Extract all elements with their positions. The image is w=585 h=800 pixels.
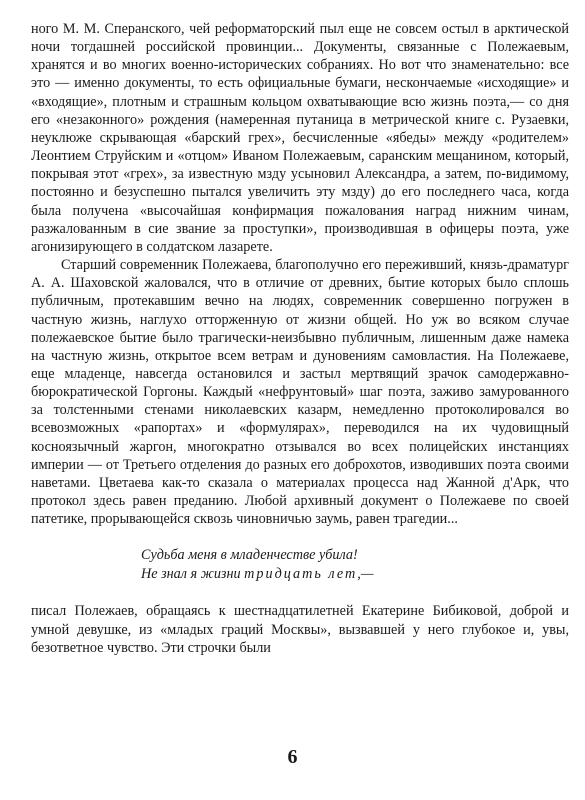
page-number: 6 xyxy=(287,746,298,768)
paragraph-shakhovskoy: Старший современник Полежаева, благополучно его переживший, князь-драматург А. А. Шаховской жаловался, что в отличие от древних, бытие которых было сплошь публичным, протекавшим вечно на людях, современник совершенно погружен в частную жизнь, наглухо отторженную от жизни общей. Но уж во всяком случае полежаевское бытие было трагически-неизбывно публичным, лишенным даже намека на частную жизнь, открытое всем ветрам и дуновениям самовластия. На Полежаеве, еще младенце, навсегда остановился и застыл мертвящий зрачок самодержавно-бюрократической Горгоны. Каждый «нефрунтовый» шаг поэта, заживо замурованного за толстенными стенами николаевских казарм, немедленно протоколировался во всевозможных «рапортах» и «формулярах», переводился на их чудовищный косноязычный жаргон, многократно отзывался во всех полицейских инстанциях империи — от Третьего отделения до разных его доброхотов, изводивших поэта своими наветами. Цветаева как-то сказала о материалах процесса над Жанной д'Арк, что протокол здесь равен преданию. Любой архивный документ о Полежаеве по своей патетике, прорывающейся сквозь чиновничью заумь, равен трагедии... xyxy=(31,257,569,528)
paragraph-continuation: ного М. М. Сперанского, чей реформаторский пыл еще не совсем остыл в арктической ночи тогдашней российской провинции... Документы, связанные с Полежаевым, хранятся и во многих военно-исторических собраниях. Но вот что знаменательно: все это — именно документы, то есть официальные бумаги, нескончаемые «исходящие» и «входящие», плотным и страшным кольцом охватывающие всю жизнь поэта,— со дня его «незаконного» рождения (намеренная путаница в метрической книге с. Рузаевки, неуклюже скрывающая «барский грех», бесчисленные «ябеды» между «родителем» Леонтием Струйским и «отцом» Иваном Полежаевым, саранским мещанином, который, покрывая этот «грех», за известную мзду усыновил Александра, а затем, по-видимому, постоянно и безуспешно пытался увеличить эту мзду) до его последнего часа, когда была получена «высочайшая конфирмация пожалования наград нижним чинам, разжалованным в сие звание за проступки», производившая в офицеры поэта, уже агонизирующего в солдатском лазарете. xyxy=(31,21,569,255)
verse-line-2-start: Не знал я жизни xyxy=(141,566,245,583)
verse-line-2 xyxy=(141,565,569,584)
paragraph-after-verse: писал Полежаев, обращаясь к шестнадцатилетней Екатерине Бибиковой, доброй и умной девушке, из «младых граций Москвы», вызвавшей у него глубокое и, увы, безответное чувство. Эти строчки были xyxy=(31,603,569,656)
verse-quote xyxy=(141,546,569,584)
verse-line-1: Судьба меня в младенчестве убила! xyxy=(141,547,358,564)
page-body xyxy=(31,20,569,657)
verse-line-2-spaced: тридцать лет xyxy=(244,566,358,583)
verse-line-2-end: ,— xyxy=(357,566,374,583)
